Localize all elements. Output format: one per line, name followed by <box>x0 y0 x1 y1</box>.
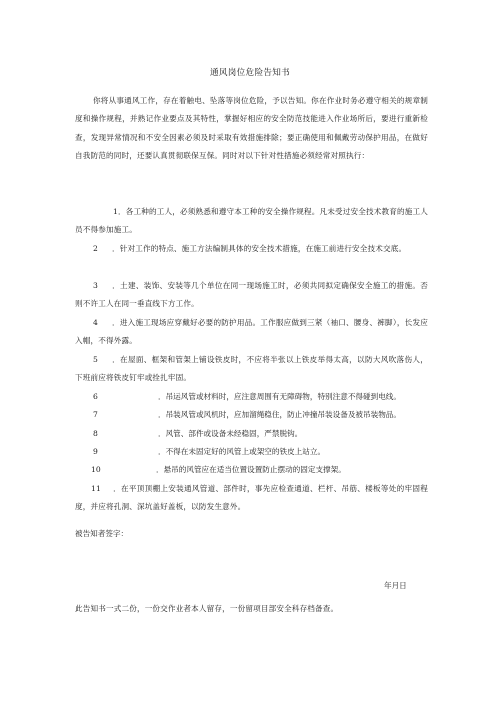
item-number: 10 <box>91 465 101 474</box>
item-number: 3 <box>93 281 98 290</box>
list-item <box>75 480 428 517</box>
item-text: ．针对工作的特点、施工方法编制具体的安全技术措施，在施工前进行安全技术交底。 <box>111 244 407 253</box>
item-text: ．进入施工现场应穿戴好必要的防护用品。工作服应做到三紧（袖口、腰身、裤脚），长发应入帽，不得外露。 <box>75 318 428 346</box>
list-item <box>75 203 428 240</box>
item-text: ．在平顶顶棚上安装通风管道、部件时，事先应检查通道、栏杆、吊筋、楼板等处的牢固程度，并应将孔洞、深坑盖好盖板，以防发生意外。 <box>75 484 428 512</box>
item-text: ．土建、装饰、安装等几个单位在同一现场施工时，必须共同拟定确保安全施工的措施。否则不许工人在同一垂直线下方工作。 <box>75 281 428 309</box>
date-line: 年月日 <box>384 581 407 590</box>
list-item <box>75 388 401 406</box>
item-number: 5 <box>93 355 98 364</box>
intro-paragraph: 你将从事通风工作，存在着触电、坠落等岗位危险，予以告知。你在作业时务必遵守相关的规章制度和操作规程，并熟记作业要点及其特性，掌握好相应的安全防范技能进入作业场所后，要进行重新检查，发现异常情况和不安全因素必须及时采取有效措施排除；要正确使用和佩戴劳动保护用品，在做好自我防范的同时，还要认真贯彻联保互保。同时对以下针对性措施必须经常对照执行： <box>75 96 428 161</box>
item-number: 8 <box>93 429 98 438</box>
list-item <box>75 425 302 443</box>
item-text: ．悬吊的风管应在适当位置设置防止摆动的固定支撑架。 <box>156 465 346 474</box>
item-number: 2 <box>93 244 98 253</box>
list-item <box>75 277 428 314</box>
list-item <box>75 240 428 258</box>
item-number: 11 <box>91 484 101 493</box>
item-number: 7 <box>93 410 98 419</box>
list-item <box>75 314 428 351</box>
item-text: ．风管、部件或设备未经稳固，严禁脱钩。 <box>158 429 303 438</box>
signature-label: 被告知者签字： <box>75 529 129 538</box>
item-text: ．在屋面、框架和管架上铺设铁皮时，不应将半张以上铁皮举得太高，以防大风吹落伤人，下班前应将铁皮钉牢或拴扎牢固。 <box>75 355 428 383</box>
item-number: 4 <box>93 318 98 327</box>
list-item <box>75 351 428 388</box>
footer-note: 此告知书一式二份，一份交作业者本人留存，一份留项目部安全科存档备查。 <box>75 604 339 613</box>
item-text: ．各工种的工人，必须熟悉和遵守本工种的安全操作规程。凡未受过安全技术教育的施工人员不得参加施工。 <box>75 207 428 235</box>
list-item <box>75 406 401 424</box>
list-item <box>75 461 346 479</box>
item-number: 1 <box>113 207 118 216</box>
document-title: 通风岗位危险告知书 <box>209 68 291 78</box>
item-text: ．不得在未固定好的风管上或架空的铁皮上站立。 <box>158 447 326 456</box>
list-item <box>75 443 325 461</box>
item-number: 6 <box>93 392 98 401</box>
item-text: ．吊运风管或材料时，应注意周围有无障碍物，特别注意不得碰到电线。 <box>158 392 401 401</box>
item-number: 9 <box>93 447 98 456</box>
item-text: ．吊装风管或风机时，应加溜绳稳住，防止冲撞吊装设备及被吊装物品。 <box>158 410 401 419</box>
